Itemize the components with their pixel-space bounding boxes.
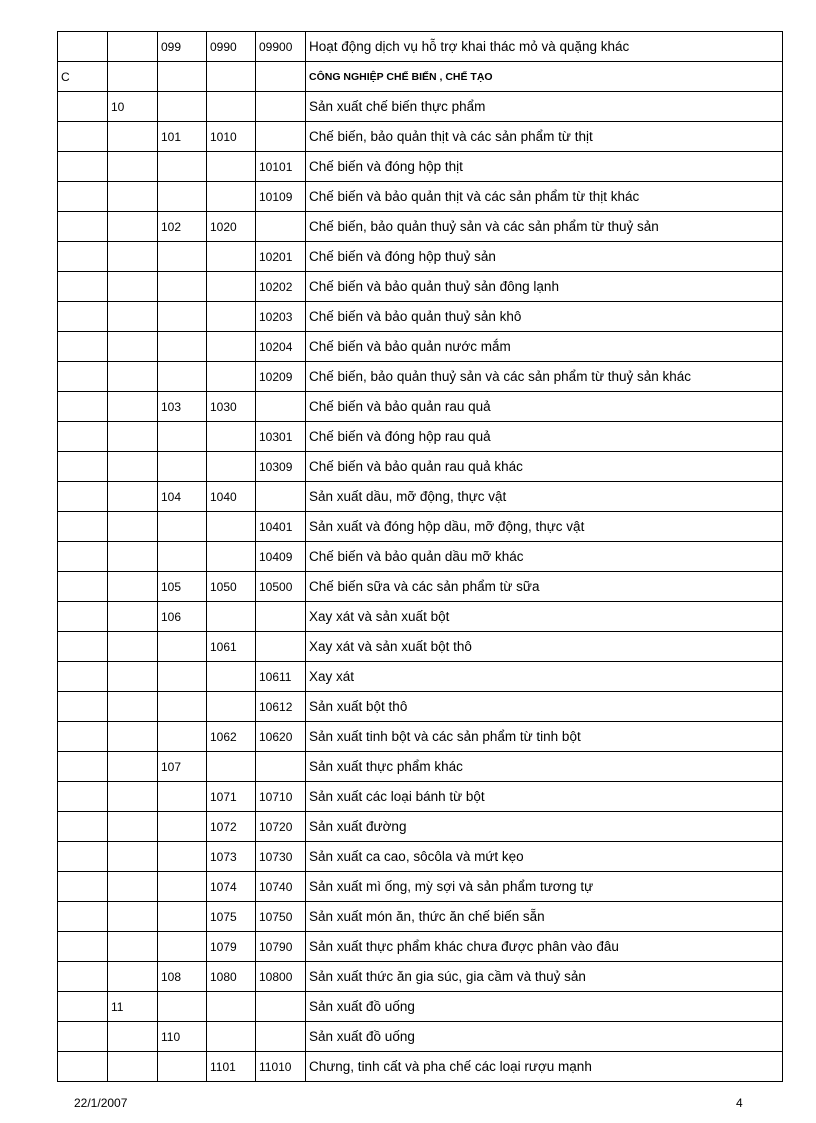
description-cell: Chế biến và đóng hộp rau quả: [306, 422, 783, 452]
level5-code-cell: 10611: [256, 662, 306, 692]
table-row: [58, 122, 783, 152]
level1-code-cell: [58, 212, 108, 242]
level1-code-cell: [58, 1022, 108, 1052]
table-row: [58, 662, 783, 692]
level3-code-cell: [158, 902, 207, 932]
level1-code-cell: [58, 1052, 108, 1082]
table-row: [58, 962, 783, 992]
level2-code-cell: [108, 902, 158, 932]
level3-code-cell: [158, 932, 207, 962]
level2-code-cell: [108, 242, 158, 272]
level5-code-cell: 10710: [256, 782, 306, 812]
level4-code-cell: 1079: [207, 932, 256, 962]
description-cell: Sản xuất thức ăn gia súc, gia cầm và thuỷ sản: [306, 962, 783, 992]
level4-code-cell: [207, 182, 256, 212]
level1-code-cell: [58, 332, 108, 362]
level3-code-cell: [158, 632, 207, 662]
table-row: [58, 62, 783, 92]
table-row: [58, 842, 783, 872]
level2-code-cell: [108, 962, 158, 992]
level1-code-cell: [58, 782, 108, 812]
level1-code-cell: [58, 182, 108, 212]
level1-code-cell: [58, 812, 108, 842]
level3-code-cell: 102: [158, 212, 207, 242]
level2-code-cell: [108, 272, 158, 302]
level2-code-cell: [108, 812, 158, 842]
level3-code-cell: [158, 362, 207, 392]
level1-code-cell: [58, 662, 108, 692]
table-row: [58, 902, 783, 932]
level3-code-cell: [158, 272, 207, 302]
level4-code-cell: 1072: [207, 812, 256, 842]
level3-code-cell: [158, 812, 207, 842]
level2-code-cell: [108, 1052, 158, 1082]
level5-code-cell: [256, 602, 306, 632]
description-cell: Sản xuất đồ uống: [306, 1022, 783, 1052]
description-cell: Sản xuất thực phẩm khác chưa được phân vào đâu: [306, 932, 783, 962]
level2-code-cell: [108, 572, 158, 602]
level3-code-cell: [158, 62, 207, 92]
level5-code-cell: 10790: [256, 932, 306, 962]
level2-code-cell: [108, 482, 158, 512]
table-row: [58, 872, 783, 902]
level3-code-cell: [158, 422, 207, 452]
level4-code-cell: [207, 452, 256, 482]
level2-code-cell: [108, 302, 158, 332]
description-cell: Chế biến và bảo quản nước mắm: [306, 332, 783, 362]
level4-code-cell: [207, 272, 256, 302]
level4-code-cell: 1101: [207, 1052, 256, 1082]
level2-code-cell: [108, 722, 158, 752]
level1-code-cell: [58, 512, 108, 542]
level1-code-cell: [58, 992, 108, 1022]
level1-code-cell: [58, 92, 108, 122]
level5-code-cell: 10500: [256, 572, 306, 602]
level5-code-cell: [256, 122, 306, 152]
description-cell: Chế biến và bảo quản rau quả: [306, 392, 783, 422]
level1-code-cell: [58, 602, 108, 632]
level2-code-cell: [108, 32, 158, 62]
level3-code-cell: [158, 332, 207, 362]
table-row: [58, 932, 783, 962]
level2-code-cell: [108, 662, 158, 692]
table-row: [58, 812, 783, 842]
level4-code-cell: [207, 512, 256, 542]
level1-code-cell: [58, 302, 108, 332]
table-row: [58, 722, 783, 752]
description-cell: Sản xuất thực phẩm khác: [306, 752, 783, 782]
level3-code-cell: 105: [158, 572, 207, 602]
level2-code-cell: [108, 452, 158, 482]
table-row: [58, 452, 783, 482]
table-row: [58, 32, 783, 62]
description-cell: Chế biến và đóng hộp thịt: [306, 152, 783, 182]
level1-code-cell: [58, 572, 108, 602]
description-cell: Chế biến và bảo quản rau quả khác: [306, 452, 783, 482]
level3-code-cell: [158, 92, 207, 122]
level4-code-cell: [207, 422, 256, 452]
level5-code-cell: 10409: [256, 542, 306, 572]
level3-code-cell: 110: [158, 1022, 207, 1052]
level5-code-cell: 10109: [256, 182, 306, 212]
table-row: [58, 992, 783, 1022]
level4-code-cell: [207, 92, 256, 122]
level1-code-cell: [58, 362, 108, 392]
level5-code-cell: [256, 392, 306, 422]
table-body: [58, 32, 783, 1082]
level4-code-cell: [207, 542, 256, 572]
level1-code-cell: [58, 722, 108, 752]
level2-code-cell: [108, 512, 158, 542]
table-row: [58, 1052, 783, 1082]
description-cell: Chưng, tinh cất và pha chế các loại rượu mạnh: [306, 1052, 783, 1082]
level2-code-cell: [108, 1022, 158, 1052]
level3-code-cell: [158, 872, 207, 902]
level2-code-cell: [108, 842, 158, 872]
description-cell: Xay xát và sản xuất bột thô: [306, 632, 783, 662]
table-row: [58, 272, 783, 302]
level3-code-cell: [158, 782, 207, 812]
level3-code-cell: 107: [158, 752, 207, 782]
description-cell: Sản xuất chế biến thực phẩm: [306, 92, 783, 122]
table-row: [58, 782, 783, 812]
level4-code-cell: 0990: [207, 32, 256, 62]
level3-code-cell: 103: [158, 392, 207, 422]
description-cell: Hoạt động dịch vụ hỗ trợ khai thác mỏ và quặng khác: [306, 32, 783, 62]
level2-code-cell: 10: [108, 92, 158, 122]
table-row: [58, 362, 783, 392]
industry-code-table-container: [57, 31, 783, 1082]
table-row: [58, 572, 783, 602]
description-cell: Sản xuất các loại bánh từ bột: [306, 782, 783, 812]
level2-code-cell: [108, 632, 158, 662]
level5-code-cell: 10750: [256, 902, 306, 932]
table-row: [58, 512, 783, 542]
level2-code-cell: [108, 542, 158, 572]
table-row: [58, 692, 783, 722]
description-cell: Sản xuất bột thô: [306, 692, 783, 722]
level1-code-cell: [58, 962, 108, 992]
description-cell: Sản xuất ca cao, sôcôla và mứt kẹo: [306, 842, 783, 872]
table-row: [58, 632, 783, 662]
level5-code-cell: [256, 752, 306, 782]
level3-code-cell: [158, 992, 207, 1022]
level1-code-cell: [58, 872, 108, 902]
level2-code-cell: [108, 932, 158, 962]
description-cell: Xay xát và sản xuất bột: [306, 602, 783, 632]
level5-code-cell: 10401: [256, 512, 306, 542]
table-row: [58, 182, 783, 212]
level2-code-cell: [108, 872, 158, 902]
level4-code-cell: [207, 602, 256, 632]
level2-code-cell: [108, 152, 158, 182]
level5-code-cell: 10309: [256, 452, 306, 482]
description-cell: Chế biến, bảo quản thuỷ sản và các sản phẩm từ thuỷ sản: [306, 212, 783, 242]
level1-code-cell: [58, 32, 108, 62]
description-cell: Chế biến và bảo quản thịt và các sản phẩm từ thịt khác: [306, 182, 783, 212]
table-row: [58, 152, 783, 182]
level2-code-cell: 11: [108, 992, 158, 1022]
level5-code-cell: 10612: [256, 692, 306, 722]
level1-code-cell: [58, 242, 108, 272]
footer-date: 22/1/2007: [74, 1096, 128, 1110]
level4-code-cell: 1062: [207, 722, 256, 752]
level5-code-cell: [256, 92, 306, 122]
table-row: [58, 482, 783, 512]
level1-code-cell: [58, 932, 108, 962]
description-cell: Sản xuất tinh bột và các sản phẩm từ tinh bột: [306, 722, 783, 752]
level3-code-cell: [158, 512, 207, 542]
level4-code-cell: [207, 992, 256, 1022]
level3-code-cell: 104: [158, 482, 207, 512]
description-cell: Sản xuất và đóng hộp dầu, mỡ động, thực vật: [306, 512, 783, 542]
level1-code-cell: [58, 542, 108, 572]
description-cell: Chế biến và bảo quản dầu mỡ khác: [306, 542, 783, 572]
level5-code-cell: [256, 212, 306, 242]
level4-code-cell: 1050: [207, 572, 256, 602]
description-cell: Sản xuất món ăn, thức ăn chế biến sẵn: [306, 902, 783, 932]
level1-code-cell: [58, 392, 108, 422]
level4-code-cell: [207, 662, 256, 692]
level2-code-cell: [108, 332, 158, 362]
level1-code-cell: [58, 902, 108, 932]
level3-code-cell: [158, 662, 207, 692]
level5-code-cell: 11010: [256, 1052, 306, 1082]
level3-code-cell: [158, 152, 207, 182]
level5-code-cell: 10209: [256, 362, 306, 392]
table-row: [58, 392, 783, 422]
level2-code-cell: [108, 212, 158, 242]
level5-code-cell: [256, 62, 306, 92]
level1-code-cell: [58, 752, 108, 782]
level3-code-cell: [158, 302, 207, 332]
level3-code-cell: [158, 182, 207, 212]
level2-code-cell: [108, 782, 158, 812]
level5-code-cell: [256, 632, 306, 662]
level4-code-cell: [207, 362, 256, 392]
level4-code-cell: 1071: [207, 782, 256, 812]
level5-code-cell: 10301: [256, 422, 306, 452]
level4-code-cell: 1075: [207, 902, 256, 932]
level5-code-cell: 10101: [256, 152, 306, 182]
level2-code-cell: [108, 752, 158, 782]
table-row: [58, 1022, 783, 1052]
description-cell: Chế biến và bảo quản thuỷ sản đông lạnh: [306, 272, 783, 302]
level1-code-cell: [58, 152, 108, 182]
description-cell: CÔNG NGHIỆP CHẾ BIẾN , CHẾ TẠO: [306, 62, 783, 92]
description-cell: Sản xuất mì ống, mỳ sợi và sản phẩm tương tự: [306, 872, 783, 902]
level5-code-cell: 10800: [256, 962, 306, 992]
description-cell: Chế biến và bảo quản thuỷ sản khô: [306, 302, 783, 332]
level2-code-cell: [108, 392, 158, 422]
level4-code-cell: [207, 302, 256, 332]
table-row: [58, 212, 783, 242]
table-row: [58, 422, 783, 452]
level4-code-cell: 1040: [207, 482, 256, 512]
level2-code-cell: [108, 182, 158, 212]
level3-code-cell: [158, 542, 207, 572]
level5-code-cell: 10203: [256, 302, 306, 332]
level5-code-cell: 10730: [256, 842, 306, 872]
level5-code-cell: 09900: [256, 32, 306, 62]
level5-code-cell: 10620: [256, 722, 306, 752]
level3-code-cell: 106: [158, 602, 207, 632]
level2-code-cell: [108, 422, 158, 452]
level5-code-cell: 10740: [256, 872, 306, 902]
level1-code-cell: [58, 632, 108, 662]
level5-code-cell: [256, 1022, 306, 1052]
level2-code-cell: [108, 692, 158, 722]
level3-code-cell: [158, 842, 207, 872]
table-row: [58, 752, 783, 782]
level4-code-cell: 1061: [207, 632, 256, 662]
industry-code-table: [57, 31, 783, 1082]
table-row: [58, 332, 783, 362]
level4-code-cell: [207, 62, 256, 92]
level4-code-cell: 1074: [207, 872, 256, 902]
description-cell: Chế biến và đóng hộp thuỷ sản: [306, 242, 783, 272]
level3-code-cell: 101: [158, 122, 207, 152]
level1-code-cell: C: [58, 62, 108, 92]
level5-code-cell: 10201: [256, 242, 306, 272]
description-cell: Chế biến, bảo quản thuỷ sản và các sản phẩm từ thuỷ sản khác: [306, 362, 783, 392]
level4-code-cell: [207, 152, 256, 182]
level3-code-cell: [158, 242, 207, 272]
level5-code-cell: [256, 482, 306, 512]
level3-code-cell: [158, 692, 207, 722]
table-row: [58, 92, 783, 122]
table-row: [58, 542, 783, 572]
level3-code-cell: [158, 1052, 207, 1082]
level5-code-cell: 10204: [256, 332, 306, 362]
level4-code-cell: [207, 242, 256, 272]
level1-code-cell: [58, 842, 108, 872]
level5-code-cell: 10202: [256, 272, 306, 302]
level4-code-cell: 1073: [207, 842, 256, 872]
table-row: [58, 302, 783, 332]
level4-code-cell: [207, 692, 256, 722]
level4-code-cell: 1020: [207, 212, 256, 242]
level2-code-cell: [108, 122, 158, 152]
level3-code-cell: 108: [158, 962, 207, 992]
level1-code-cell: [58, 452, 108, 482]
description-cell: Xay xát: [306, 662, 783, 692]
level2-code-cell: [108, 362, 158, 392]
description-cell: Chế biến sữa và các sản phẩm từ sữa: [306, 572, 783, 602]
level2-code-cell: [108, 62, 158, 92]
table-row: [58, 242, 783, 272]
level5-code-cell: [256, 992, 306, 1022]
level3-code-cell: [158, 452, 207, 482]
description-cell: Sản xuất dầu, mỡ động, thực vật: [306, 482, 783, 512]
level4-code-cell: 1080: [207, 962, 256, 992]
description-cell: Chế biến, bảo quản thịt và các sản phẩm từ thịt: [306, 122, 783, 152]
table-row: [58, 602, 783, 632]
level3-code-cell: 099: [158, 32, 207, 62]
description-cell: Sản xuất đồ uống: [306, 992, 783, 1022]
page-number: 4: [736, 1096, 743, 1110]
description-cell: Sản xuất đường: [306, 812, 783, 842]
level1-code-cell: [58, 692, 108, 722]
level4-code-cell: [207, 1022, 256, 1052]
level1-code-cell: [58, 122, 108, 152]
level5-code-cell: 10720: [256, 812, 306, 842]
level1-code-cell: [58, 422, 108, 452]
level2-code-cell: [108, 602, 158, 632]
level3-code-cell: [158, 722, 207, 752]
level1-code-cell: [58, 272, 108, 302]
level1-code-cell: [58, 482, 108, 512]
level4-code-cell: [207, 332, 256, 362]
level4-code-cell: 1030: [207, 392, 256, 422]
level4-code-cell: 1010: [207, 122, 256, 152]
level4-code-cell: [207, 752, 256, 782]
